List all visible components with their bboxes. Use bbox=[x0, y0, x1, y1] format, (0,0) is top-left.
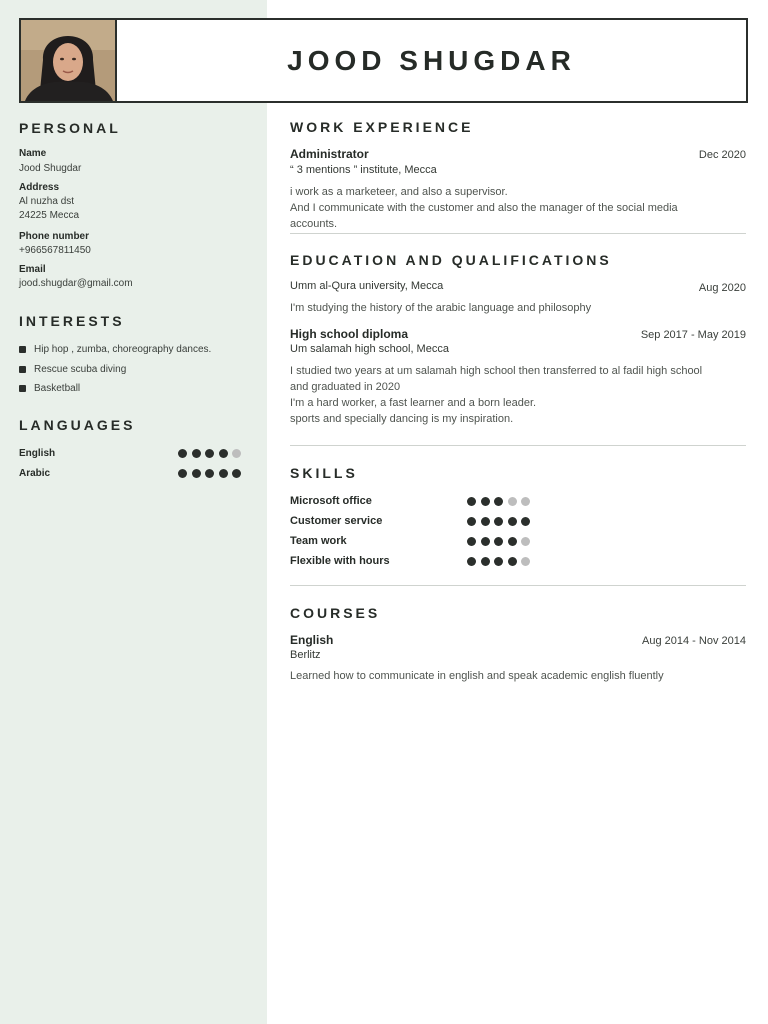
rating-dot-filled bbox=[508, 517, 517, 526]
education-org: Umm al-Qura university, Mecca bbox=[290, 280, 444, 292]
skill-row bbox=[290, 494, 530, 508]
rating-dot-filled bbox=[178, 449, 187, 458]
header-box bbox=[19, 18, 748, 103]
section-divider bbox=[290, 233, 746, 234]
language-name: Arabic bbox=[19, 467, 51, 479]
course-description bbox=[290, 668, 745, 684]
rating-dot-empty bbox=[232, 449, 241, 458]
profile-photo bbox=[21, 20, 117, 101]
education-description bbox=[290, 363, 745, 427]
skill-name: Microsoft office bbox=[290, 495, 372, 507]
section-divider bbox=[290, 585, 746, 586]
skill-level-dots bbox=[467, 537, 530, 546]
interest-item bbox=[19, 362, 126, 376]
personal-email-label: Email bbox=[19, 264, 46, 275]
section-divider bbox=[290, 445, 746, 446]
rating-dot-filled bbox=[467, 557, 476, 566]
education-description bbox=[290, 300, 745, 316]
description-line: i work as a marketeer, and also a supervisor. bbox=[290, 186, 508, 198]
rating-dot-filled bbox=[192, 449, 201, 458]
skill-row bbox=[290, 534, 530, 548]
skill-row bbox=[290, 554, 530, 568]
description-line: I'm a hard worker, a fast learner and a born leader. bbox=[290, 397, 537, 409]
language-row bbox=[19, 446, 241, 460]
rating-dot-filled bbox=[467, 517, 476, 526]
language-row bbox=[19, 466, 241, 480]
skill-name: Flexible with hours bbox=[290, 555, 390, 567]
skill-level-dots bbox=[467, 497, 530, 506]
education-date: Sep 2017 - May 2019 bbox=[640, 329, 746, 341]
interest-label: Basketball bbox=[34, 382, 81, 394]
rating-dot-filled bbox=[494, 537, 503, 546]
candidate-name: JOOD SHUGDAR bbox=[287, 44, 576, 76]
rating-dot-filled bbox=[205, 449, 214, 458]
description-line: sports and specially dancing is my inspiration. bbox=[290, 413, 514, 425]
rating-dot-filled bbox=[178, 469, 187, 478]
rating-dot-empty bbox=[521, 497, 530, 506]
rating-dot-filled bbox=[219, 449, 228, 458]
course-provider: Berlitz bbox=[290, 649, 321, 661]
description-line: and graduated in 2020 bbox=[290, 381, 401, 393]
personal-email-value: jood.shugdar@gmail.com bbox=[19, 278, 133, 289]
work-org: “ 3 mentions ” institute, Mecca bbox=[290, 164, 437, 176]
education-role: High school diploma bbox=[290, 327, 409, 341]
rating-dot-empty bbox=[521, 537, 530, 546]
bullet-icon bbox=[19, 346, 26, 353]
language-name: English bbox=[19, 447, 56, 459]
course-date: Aug 2014 - Nov 2014 bbox=[642, 635, 746, 647]
rating-dot-filled bbox=[481, 517, 490, 526]
languages-section-title: LANGUAGES bbox=[19, 417, 136, 433]
skill-level-dots bbox=[467, 517, 530, 526]
skill-name: Customer service bbox=[290, 515, 383, 527]
bullet-icon bbox=[19, 385, 26, 392]
work-section-title: WORK EXPERIENCE bbox=[290, 119, 474, 135]
rating-dot-filled bbox=[467, 537, 476, 546]
rating-dot-filled bbox=[481, 497, 490, 506]
rating-dot-filled bbox=[508, 537, 517, 546]
skills-section-title: SKILLS bbox=[290, 465, 358, 481]
rating-dot-filled bbox=[494, 497, 503, 506]
rating-dot-filled bbox=[508, 557, 517, 566]
rating-dot-empty bbox=[508, 497, 517, 506]
rating-dot-filled bbox=[494, 557, 503, 566]
rating-dot-empty bbox=[521, 557, 530, 566]
education-date: Aug 2020 bbox=[698, 282, 746, 294]
description-line: accounts. bbox=[290, 218, 338, 230]
courses-section-title: COURSES bbox=[290, 605, 381, 621]
rating-dot-filled bbox=[521, 517, 530, 526]
bullet-icon bbox=[19, 366, 26, 373]
description-line: I studied two years at um salamah high school then transferred to al fadil high school bbox=[290, 365, 703, 377]
skill-row bbox=[290, 514, 530, 528]
rating-dot-filled bbox=[467, 497, 476, 506]
personal-address-label: Address bbox=[19, 182, 60, 193]
interest-item bbox=[19, 381, 80, 395]
rating-dot-filled bbox=[205, 469, 214, 478]
personal-name-label: Name bbox=[19, 148, 47, 159]
language-level-dots bbox=[178, 449, 241, 458]
work-date: Dec 2020 bbox=[698, 149, 746, 161]
personal-address-line1: Al nuzha dst bbox=[19, 196, 75, 207]
personal-name-value: Jood Shugdar bbox=[19, 163, 82, 174]
work-role: Administrator bbox=[290, 147, 369, 161]
rating-dot-filled bbox=[192, 469, 201, 478]
interest-label: Rescue scuba diving bbox=[34, 363, 127, 375]
language-level-dots bbox=[178, 469, 241, 478]
skill-name: Team work bbox=[290, 535, 347, 547]
education-org: Um salamah high school, Mecca bbox=[290, 343, 449, 355]
rating-dot-filled bbox=[219, 469, 228, 478]
description-line: I'm studying the history of the arabic language and philosophy bbox=[290, 302, 592, 314]
course-name: English bbox=[290, 633, 334, 647]
personal-address-line2: 24225 Mecca bbox=[19, 210, 80, 221]
personal-phone-value: +966567811450 bbox=[19, 245, 91, 256]
rating-dot-filled bbox=[481, 537, 490, 546]
interest-item bbox=[19, 342, 211, 356]
description-line: And I communicate with the customer and also the manager of the social media bbox=[290, 202, 678, 214]
interests-section-title: INTERESTS bbox=[19, 313, 125, 329]
education-section-title: EDUCATION AND QUALIFICATIONS bbox=[290, 252, 612, 268]
personal-phone-label: Phone number bbox=[19, 231, 90, 242]
skill-level-dots bbox=[467, 557, 530, 566]
work-description bbox=[290, 184, 745, 232]
description-line: Learned how to communicate in english and speak academic english fluently bbox=[290, 670, 664, 682]
rating-dot-filled bbox=[494, 517, 503, 526]
rating-dot-filled bbox=[481, 557, 490, 566]
rating-dot-filled bbox=[232, 469, 241, 478]
interest-label: Hip hop , zumba, choreography dances. bbox=[34, 343, 212, 355]
personal-section-title: PERSONAL bbox=[19, 120, 121, 136]
